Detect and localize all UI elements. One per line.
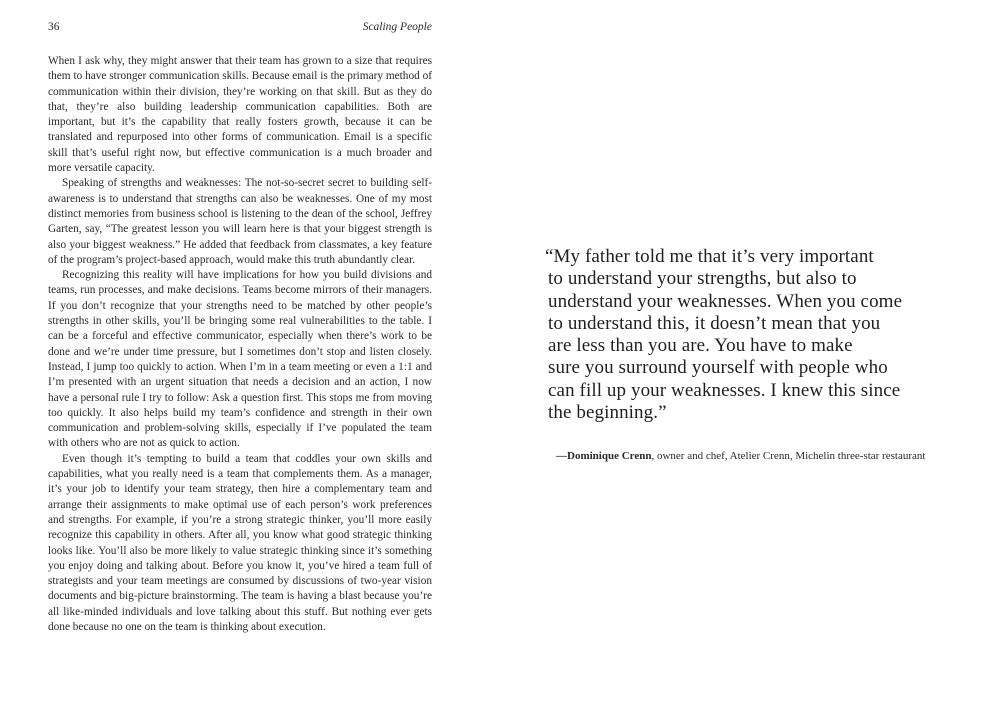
left-page bbox=[48, 21, 432, 635]
quote-line: can fill up your weaknesses. I knew this since bbox=[548, 379, 901, 401]
paragraph: Even though it’s tempting to build a team that coddles your own skills and capabilities, what you really need is a team that complements them. As a manager, it’s your job to identify your team strategy, then hire a complementary team and arrange their assignments to make optimal use of each person’s work preferences and strengths. For example, if you’re a strong strategic thinker, you’ll more easily recognize this capability in others. After all, you know what good strategic thinking looks like. You’ll also be more likely to value strategic thinking since it’s something you enjoy doing and talking about. Before you know it, you’ve hired a team full of strategists and your team meetings are consumed by discussions of two-year vision documents and big-picture brainstorming. The team is having a blast because you’re all like-minded individuals and love talking about this stuff. But nothing ever gets done because no one on the team is thinking about execution. bbox=[48, 452, 432, 633]
quote-line: sure you surround yourself with people who bbox=[548, 357, 888, 379]
quote-line: “My father told me that it’s very important bbox=[545, 246, 874, 267]
paragraph: Speaking of strengths and weaknesses: The not-so-secret secret to building self-awareness is to understand that strengths can also be weaknesses. One of my most distinct memories from business school is listening to the dean of the school, Jeffrey Garten, say, “The greatest lesson you will learn here is that your biggest strength is also your biggest weakness.” He added that feedback from classmates, a key feature of the program’s project-based approach, would make this truth abundantly clear. bbox=[48, 177, 432, 266]
quote-line: to understand this, it doesn’t mean that you bbox=[548, 312, 881, 334]
attribution-name: —Dominique Crenn bbox=[556, 450, 652, 462]
quote-line: to understand your strengths, but also to bbox=[548, 268, 857, 290]
running-head: Scaling People bbox=[362, 21, 432, 33]
attribution-role: , owner and chef, Atelier Crenn, Michelin three-star restaurant bbox=[651, 450, 926, 462]
page-number: 36 bbox=[48, 21, 60, 33]
paragraph: When I ask why, they might answer that their team has grown to a size that requires them to have stronger communication skills. Because email is the primary method of communication within their division, they’re working on that skill. But as they do that, they’re also building leadership communication capabilities. Both are important, but it’s the capability that really fosters growth, because it can be translated and repurposed into other forms of communication. Email is a specific skill that’s useful right now, but effective communication is a much broader and more versatile capacity. bbox=[48, 55, 432, 175]
quote-attribution bbox=[556, 449, 956, 463]
pull-quote bbox=[545, 246, 950, 424]
paragraph: Recognizing this reality will have implications for how you build divisions and teams, run processes, and make decisions. Teams become mirrors of their managers. If you don’t recognize that your strengths need to be matched by other people’s strengths in other skills, you’ll be bringing some real vulnerabilities to the table. I can be a forceful and effective communicator, especially when there’s work to be done and we’re under time pressure, but I sometimes don’t stop and listen closely. Instead, I jump too quickly to action. When I’m in a team meeting or even a 1:1 and I’m presented with an urgent situation that needs a decision and an action, I now have a personal rule I try to follow: Ask a question first. This stops me from moving too quickly. It also helps build my team’s confidence and strength in their own communication and problem-solving skills, especially if I’ve populated the team with others who are not as quick to action. bbox=[48, 269, 432, 450]
quote-line: the beginning.” bbox=[548, 402, 667, 424]
body-text bbox=[48, 54, 432, 635]
quote-line: are less than you are. You have to make bbox=[548, 335, 853, 357]
page-header bbox=[48, 21, 432, 34]
quote-line: understand your weaknesses. When you come bbox=[548, 290, 903, 312]
